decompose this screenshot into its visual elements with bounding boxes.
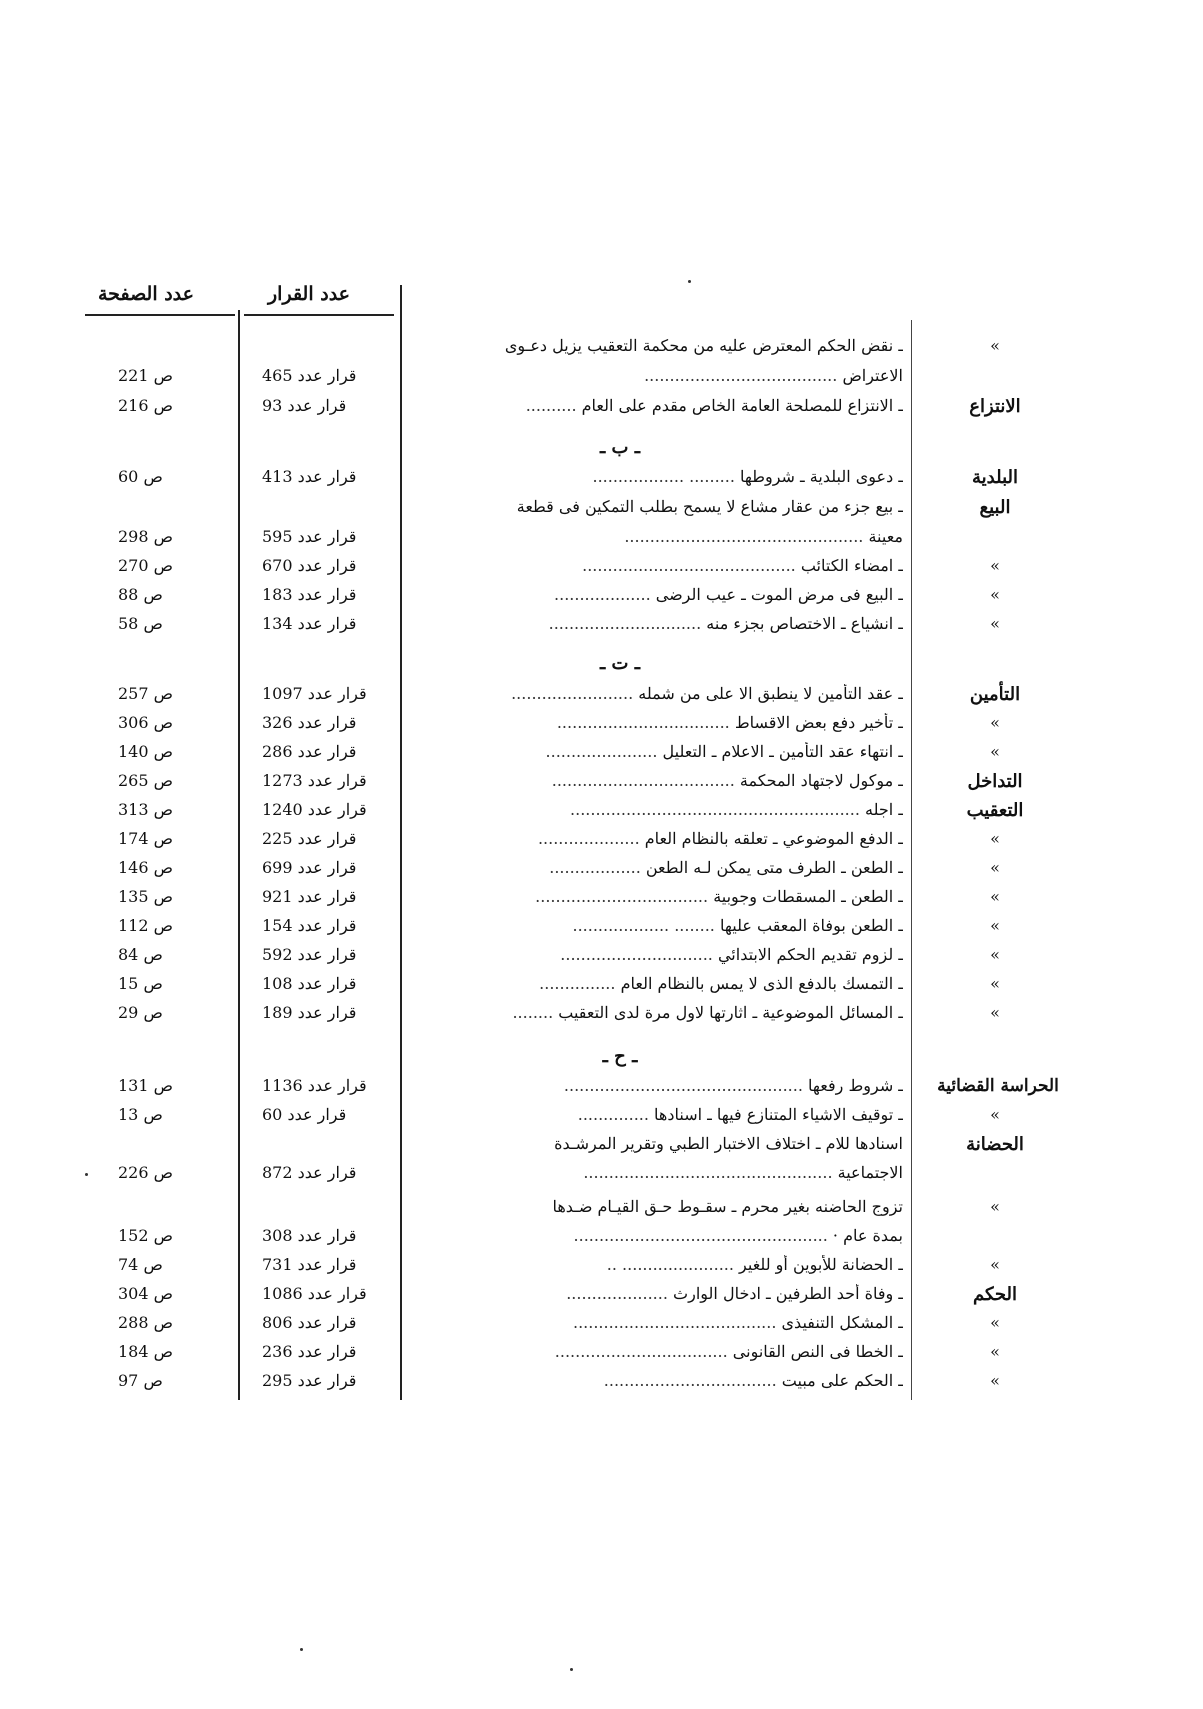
entry-description: ـ اجله ......................................................... — [570, 800, 903, 819]
entry-description: الاعتراض ...................................... — [644, 366, 903, 385]
entry-description: ـ الدفع الموضوعي ـ تعلقه بالنظام العام .................... — [537, 829, 903, 848]
decision-number: قرار عدد 189 — [262, 1003, 357, 1022]
index-row — [0, 858, 1203, 886]
entry-description: ـ الانتزاع للمصلحة العامة الخاص مقدم على العام .......... — [525, 396, 903, 415]
decision-number: قرار عدد 1240 — [262, 800, 367, 819]
column-header-decision: عدد القرار — [268, 283, 351, 305]
page-number: ص 270 — [118, 556, 173, 575]
decision-number: قرار عدد 670 — [262, 556, 357, 575]
index-row — [0, 1284, 1203, 1312]
page-number: ص 313 — [118, 800, 173, 819]
page-number: ص 112 — [118, 916, 173, 935]
index-row — [0, 1076, 1203, 1104]
index-row — [0, 1371, 1203, 1399]
index-row — [0, 974, 1203, 1002]
topic-ditto: » — [990, 614, 1000, 633]
index-row — [0, 614, 1203, 642]
topic-ditto: » — [990, 974, 1000, 993]
index-row — [0, 713, 1203, 741]
decision-number: قرار عدد 236 — [262, 1342, 357, 1361]
topic-ditto: » — [990, 1105, 1000, 1124]
topic-ditto: » — [990, 585, 1000, 604]
decision-number: قرار عدد 308 — [262, 1226, 357, 1245]
index-row — [0, 527, 1203, 555]
page-number: ص 60 — [118, 467, 163, 486]
entry-description: الاجتماعية ................................................. — [583, 1163, 903, 1182]
entry-description: ـ الطعن بوفاة المعقب عليها ........ ................... — [572, 916, 903, 935]
topic-ditto: » — [990, 1003, 1000, 1022]
page-number: ص 257 — [118, 684, 173, 703]
page-number: ص 265 — [118, 771, 173, 790]
decision-number: قرار عدد 286 — [262, 742, 357, 761]
decision-number: قرار عدد 592 — [262, 945, 357, 964]
scan-speck — [570, 1668, 573, 1671]
topic-heading: التأمين — [969, 684, 1021, 705]
scan-speck — [300, 1648, 303, 1651]
topic-ditto: » — [990, 1255, 1000, 1274]
index-row — [0, 1105, 1203, 1133]
decision-number: قرار عدد 60 — [262, 1105, 347, 1124]
index-row — [0, 396, 1203, 424]
entry-description: ـ شروط رفعها ............................................... — [563, 1076, 903, 1095]
entry-description: ـ المسائل الموضوعية ـ اثارتها لاول مرة لدى التعقيب ........ — [512, 1003, 903, 1022]
entry-description: ـ البيع فى مرض الموت ـ عيب الرضى ................... — [554, 585, 903, 604]
page-number: ص 13 — [118, 1105, 163, 1124]
page-number: ص 288 — [118, 1313, 173, 1332]
page-number: ص 74 — [118, 1255, 163, 1274]
entry-description: ـ نقض الحكم المعترض عليه من محكمة التعقيب يزيل دعـوى — [504, 336, 903, 355]
entry-description: ـ الحضانة للأبوين أو للغير ...................... .. — [606, 1255, 903, 1274]
page-number: ص 97 — [118, 1371, 163, 1390]
decision-number: قرار عدد 465 — [262, 366, 357, 385]
topic-ditto: » — [990, 1371, 1000, 1390]
decision-number: قرار عدد 326 — [262, 713, 357, 732]
topic-heading: التعقيب — [966, 800, 1024, 821]
topic-heading: الحضانة — [966, 1134, 1024, 1155]
topic-ditto: » — [990, 858, 1000, 877]
entry-description: اسنادها للام ـ اختلاف الاختبار الطبي وتقرير المرشـدة — [554, 1134, 903, 1153]
entry-description: ـ امضاء الكتائب .......................................... — [582, 556, 903, 575]
index-row — [0, 684, 1203, 712]
page-number: ص 152 — [118, 1226, 173, 1245]
decision-number: قرار عدد 93 — [262, 396, 347, 415]
decision-number: قرار عدد 872 — [262, 1163, 357, 1182]
topic-ditto: » — [990, 556, 1000, 575]
decision-number: قرار عدد 134 — [262, 614, 357, 633]
page-number: ص 84 — [118, 945, 163, 964]
column-header-page: عدد الصفحة — [98, 283, 194, 305]
index-row — [0, 1163, 1203, 1191]
scan-speck — [85, 1173, 88, 1176]
entry-description: بمدة عام · .................................................. — [573, 1226, 903, 1245]
topic-ditto: » — [990, 1197, 1000, 1216]
entry-description: ـ وفاة أحد الطرفين ـ ادخال الوارث .................... — [566, 1284, 903, 1303]
entry-description: ـ موكول لاجتهاد المحكمة .................................... — [551, 771, 903, 790]
topic-ditto: » — [990, 742, 1000, 761]
page-number: ص 174 — [118, 829, 173, 848]
decision-number: قرار عدد 413 — [262, 467, 357, 486]
topic-ditto: » — [990, 1342, 1000, 1361]
section-letter-h: ـ ح ـ — [602, 1046, 638, 1067]
decision-number: قرار عدد 595 — [262, 527, 357, 546]
page-number: ص 184 — [118, 1342, 173, 1361]
index-row — [0, 800, 1203, 828]
topic-ditto: » — [990, 916, 1000, 935]
topic-ditto: » — [990, 887, 1000, 906]
section-letter-b: ـ ب ـ — [599, 437, 641, 458]
page-number: ص 135 — [118, 887, 173, 906]
index-row — [0, 916, 1203, 944]
header-underline-decision — [244, 314, 394, 316]
page-number: ص 15 — [118, 974, 163, 993]
page-number: ص 146 — [118, 858, 173, 877]
topic-ditto: » — [990, 945, 1000, 964]
decision-number: قرار عدد 1097 — [262, 684, 367, 703]
decision-number: قرار عدد 1136 — [262, 1076, 367, 1095]
decision-number: قرار عدد 1086 — [262, 1284, 367, 1303]
index-row — [0, 1342, 1203, 1370]
page-number: ص 140 — [118, 742, 173, 761]
topic-heading: الحراسة القضائية — [937, 1076, 1059, 1096]
index-row — [0, 771, 1203, 799]
topic-ditto: » — [990, 1313, 1000, 1332]
entry-description: ـ الحكم على مبيت .................................. — [603, 1371, 903, 1390]
page-number: ص 88 — [118, 585, 163, 604]
entry-description: تزوج الحاضنه بغير محرم ـ سقـوط حـق القيـام ضـدها — [552, 1197, 903, 1216]
index-row — [0, 556, 1203, 584]
decision-number: قرار عدد 699 — [262, 858, 357, 877]
index-row — [0, 887, 1203, 915]
topic-heading: التداخل — [967, 771, 1023, 792]
topic-heading: الحكم — [972, 1284, 1018, 1305]
page-number: ص 131 — [118, 1076, 173, 1095]
index-row — [0, 742, 1203, 770]
index-row — [0, 1313, 1203, 1341]
decision-number: قرار عدد 108 — [262, 974, 357, 993]
topic-heading: البلدية — [972, 467, 1018, 488]
decision-number: قرار عدد 183 — [262, 585, 357, 604]
index-row — [0, 1197, 1203, 1225]
page-number: ص 298 — [118, 527, 173, 546]
entry-description: ـ انتهاء عقد التأمين ـ الاعلام ـ التعليل ...................... — [545, 742, 903, 761]
index-row — [0, 1255, 1203, 1283]
topic-ditto: » — [990, 336, 1000, 355]
entry-description: ـ بيع جزء من عقار مشاع لا يسمح بطلب التمكين فى قطعة — [516, 497, 903, 516]
index-row — [0, 585, 1203, 613]
entry-description: ـ تأخير دفع بعض الاقساط .................................. — [556, 713, 903, 732]
index-row — [0, 1003, 1203, 1031]
page-number: ص 306 — [118, 713, 173, 732]
page-number: ص 29 — [118, 1003, 163, 1022]
index-row — [0, 366, 1203, 394]
page-number: ص 304 — [118, 1284, 173, 1303]
decision-number: قرار عدد 225 — [262, 829, 357, 848]
page-number: ص 221 — [118, 366, 173, 385]
topic-heading: الانتزاع — [969, 396, 1021, 417]
page-number: ص 216 — [118, 396, 173, 415]
entry-description: ـ الطعن ـ المسقطات وجوبية .................................. — [535, 887, 903, 906]
index-row — [0, 829, 1203, 857]
entry-description: ـ توقيف الاشياء المتنازع فيها ـ اسنادها .............. — [577, 1105, 903, 1124]
index-row — [0, 945, 1203, 973]
index-row — [0, 336, 1203, 364]
index-row — [0, 497, 1203, 525]
entry-description: ـ دعوى البلدية ـ شروطها ......... .................. — [592, 467, 903, 486]
index-row — [0, 1134, 1203, 1162]
decision-number: قرار عدد 921 — [262, 887, 357, 906]
entry-description: ـ التمسك بالدفع الذى لا يمس بالنظام العام ............... — [539, 974, 903, 993]
scan-speck — [688, 280, 691, 283]
decision-number: قرار عدد 295 — [262, 1371, 357, 1390]
decision-number: قرار عدد 806 — [262, 1313, 357, 1332]
entry-description: ـ انشياع ـ الاختصاص بجزء منه .............................. — [548, 614, 903, 633]
entry-description: ـ عقد التأمين لا ينطبق الا على من شمله ........................ — [511, 684, 903, 703]
decision-number: قرار عدد 154 — [262, 916, 357, 935]
page-number: ص 226 — [118, 1163, 173, 1182]
section-letter-t: ـ ت ـ — [599, 653, 641, 674]
index-row — [0, 1226, 1203, 1254]
topic-ditto: » — [990, 829, 1000, 848]
topic-ditto: » — [990, 713, 1000, 732]
entry-description: ـ الطعن ـ الطرف متى يمكن لـه الطعن .................. — [549, 858, 903, 877]
entry-description: ـ الخطا فى النص القانونى .................................. — [554, 1342, 903, 1361]
entry-description: معينة ............................................... — [624, 527, 903, 546]
decision-number: قرار عدد 1273 — [262, 771, 367, 790]
topic-heading: البيع — [979, 497, 1011, 518]
entry-description: ـ لزوم تقديم الحكم الابتدائي .............................. — [560, 945, 903, 964]
header-underline-page — [85, 314, 235, 316]
decision-number: قرار عدد 731 — [262, 1255, 357, 1274]
entry-description: ـ المشكل التنفيذى ........................................ — [572, 1313, 903, 1332]
index-row — [0, 467, 1203, 495]
page-number: ص 58 — [118, 614, 163, 633]
